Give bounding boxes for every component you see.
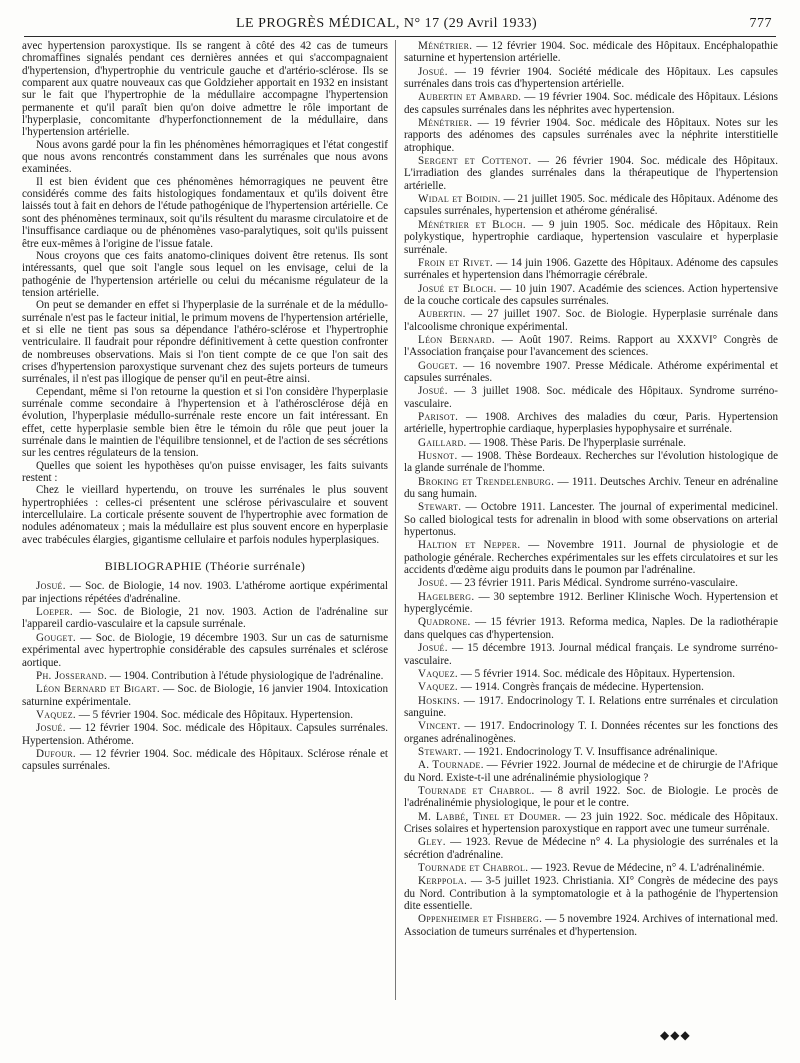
bibliography-entry — [404, 875, 778, 912]
bibliography-entry — [404, 385, 778, 410]
entry-author: Kerppola. — [418, 875, 468, 888]
bibliography-entry — [404, 117, 778, 154]
bibliography-entry — [404, 759, 778, 784]
bibliography-entry — [404, 862, 778, 874]
entry-author: Josué et Bloch. — [418, 282, 497, 295]
bibliography-entry — [404, 616, 778, 641]
entry-author: Ménétrier. — [418, 117, 473, 130]
entry-author: M. Labbé, Tinel et Doumer. — [418, 810, 561, 823]
entry-text: — Novembre 1911. Journal de physiologie et de pathologie générale. Recherches expérimentales sur les effets circulatoires et sur les accidents d'œdème aigu produits dans le poumon par l'adrénaline. — [404, 539, 779, 577]
entry-text: — 1911. Deutsches Archiv. Teneur en adrénaline du sang humain. — [404, 475, 778, 501]
entry-author: Stewart. — [418, 745, 462, 758]
entry-author: Froin et Rivet. — [418, 256, 493, 269]
entry-author: Gley. — [418, 836, 446, 849]
bibliography-entry — [404, 668, 778, 680]
entry-author: Haltion et Nepper. — [418, 539, 521, 552]
bibliography-entry — [404, 785, 778, 810]
entry-author: Hoskins. — [418, 694, 461, 707]
bibliography-entry — [404, 746, 778, 758]
entry-author: Quadrone. — [418, 616, 471, 629]
entry-author: Tournade et Chabrol. — [418, 862, 529, 874]
bibliography-entry — [404, 811, 778, 836]
bibliography-entry — [404, 219, 778, 256]
entry-text: — 23 juin 1922. Soc. médicale des Hôpitaux. Crises solaires et hypertension paroxystique en rapport avec une tumeur surrénale. — [404, 810, 778, 835]
bibliography-entry — [404, 539, 778, 576]
entry-text: — 14 juin 1906. Gazette des Hôpitaux. Adénome des capsules surrénales et hypertension dans l'hémorragie cérébrale. — [404, 256, 779, 282]
entry-text: — Octobre 1911. Lancester. The journal of experimental medicinel. So called biological tests for adrenalin in blood with some observations on arterial hypertonus. — [404, 501, 778, 539]
entry-text: — 16 novembre 1907. Presse Médicale. Athérome expérimental et capsules surrénales. — [404, 359, 778, 384]
journal-title: LE PROGRÈS MÉDICAL, N° 17 (29 Avril 1933) — [236, 16, 538, 31]
bibliography-entry — [404, 257, 778, 282]
right-bibliography-list — [404, 40, 778, 938]
entry-text: — 19 février 1904. Soc. médicale des Hôpitaux. Notes sur les rapports des adénomes des capsules surrénales avec la néphrite interstitielle atrophique. — [404, 117, 778, 154]
entry-author: Parisot. — [418, 410, 459, 423]
entry-author: Vaquez. — [36, 708, 76, 721]
entry-author: Oppenheimer et Fishberg. — [418, 913, 543, 926]
bibliography-entry — [22, 580, 388, 605]
entry-text: — 1917. Endocrinology T. I. Relations entre surrénales et circulation sanguine. — [404, 694, 778, 719]
bibliography-entry — [404, 91, 778, 116]
bibliography-entry — [404, 476, 778, 501]
entry-text: — Soc. de Biologie, 16 janvier 1904. Intoxication saturnine expérimentale. — [22, 683, 388, 708]
entry-author: Vaquez. — [418, 681, 458, 694]
entry-text: — 5 février 1904. Soc. médicale des Hôpitaux. Hypertension. — [76, 708, 353, 721]
bibliography-entry — [404, 591, 778, 616]
entry-text: — 3 juillet 1908. Soc. médicale des Hôpitaux. Syndrome surréno-vasculaire. — [404, 385, 778, 410]
entry-text: — 30 septembre 1912. Berliner Klinische Woch. Hypertension et hyperglycémie. — [404, 590, 778, 616]
entry-author: Stewart. — [418, 501, 462, 514]
entry-text: — 1917. Endocrinology T. I. Données récentes sur les fonctions des organes adrénalinogènes. — [404, 720, 778, 745]
bibliography-entry — [404, 334, 778, 359]
bibliography-entry — [404, 450, 778, 475]
end-ornament: ◆◆◆ — [660, 1028, 691, 1042]
left-bibliography-list — [22, 580, 388, 772]
entry-author: Ménétrier et Bloch. — [418, 218, 526, 231]
entry-author: A. Tournade. — [418, 759, 484, 772]
entry-text: — 19 février 1904. Soc. médicale des Hôpitaux. Lésions des capsules surrénales dans les néphrites avec hypertension. — [404, 91, 778, 116]
entry-text: — 19 février 1904. Société médicale des Hôpitaux. Les capsules surrénales dans trois cas d'hypertension artérielle. — [404, 65, 778, 91]
bibliography-entry — [404, 66, 778, 91]
entry-text: — 1923. Revue de Médecine n° 4. La physiologie des surrénales et la sécrétion d'adrénaline. — [404, 836, 778, 861]
entry-author: Josué. — [36, 722, 66, 735]
entry-text: — 5 novembre 1924. Archives of international med. Association de tumeurs surrénales et d'hypertension. — [404, 913, 778, 938]
bibliography-entry — [404, 577, 778, 589]
bibliography-entry — [404, 40, 778, 65]
entry-text: — 1908. Thèse Paris. De l'hyperplasie surrénale. — [466, 436, 686, 449]
bibliography-entry — [22, 683, 388, 708]
entry-text: — 10 juin 1907. Académie des sciences. Action hypertensive de la couche corticale des capsules surrénales. — [404, 282, 778, 307]
entry-text: — Août 1907. Reims. Rapport au XXXVI° Congrès de l'Association française pour l'avancement des sciences. — [404, 333, 778, 359]
entry-text: — 23 février 1911. Paris Médical. Syndrome surréno-vasculaire. — [447, 577, 738, 590]
page-header — [24, 14, 776, 37]
page-number: 777 — [749, 16, 772, 31]
bibliography-entry — [404, 642, 778, 667]
entry-author: Josué. — [418, 577, 448, 590]
entry-author: Dufour. — [36, 747, 77, 760]
entry-text: — 1904. Contribution à l'étude physiologique de l'adrénaline. — [107, 669, 384, 682]
entry-text: — 12 février 1904. Soc. médicale des Hôpitaux. Capsules surrénales. Hypertension. Athérome. — [22, 722, 388, 747]
entry-author: Gaillard. — [418, 436, 467, 449]
paragraph: Chez le vieillard hypertendu, on trouve les surrénales le plus souvent hypertrophiées : celles-ci présentent une sclérose périvasculaire et souvent intercellulaire. La corticale présente souvent de l'hypertrophie avec formation de nodules adénomateux ; mais la médullaire est plus souvent encore en hyperplasie avec trabécules élargies, gigantisme cellulaire et parfois nodules hyperplasiques. — [22, 484, 388, 546]
entry-text: — 9 juin 1905. Soc. médicale des Hôpitaux. Rein polykystique, hypertrophie cardiaque, hypertension vasculaire et hyperplasie surrénale. — [404, 218, 778, 256]
bibliography-entry — [404, 836, 778, 861]
bibliography-entry — [22, 722, 388, 747]
entry-author: Léon Bernard et Bigart. — [36, 683, 160, 696]
entry-author: Ph. Josserand. — [36, 669, 108, 682]
entry-author: Loeper. — [36, 606, 73, 619]
entry-author: Josué. — [418, 385, 448, 398]
bibliography-heading: BIBLIOGRAPHIE (Théorie surrénale) — [104, 559, 306, 574]
entry-author: Aubertin. — [418, 308, 466, 321]
entry-author: Vincent. — [418, 720, 461, 733]
bibliography-entry — [22, 670, 388, 682]
entry-author: Léon Bernard. — [418, 333, 495, 346]
entry-text: — 1921. Endocrinology T. V. Insuffisance adrénalinique. — [461, 745, 718, 758]
bibliography-entry — [404, 411, 778, 436]
bibliography-entry — [404, 360, 778, 385]
bibliography-entry — [404, 501, 778, 538]
entry-text: — 27 juillet 1907. Soc. de Biologie. Hyperplasie surrénale dans l'alcoolisme chronique expérimental. — [404, 308, 778, 333]
right-column — [404, 40, 778, 1003]
entry-text: — 12 février 1904. Soc. médicale des Hôpitaux. Encéphalopathie saturnine et hypertension artérielle. — [404, 40, 778, 65]
paragraph: Cependant, même si l'on retourne la question et si l'on considère l'hyperplasie surrénale comme secondaire à l'hypertension et à l'athérosclérose déjà en évolution, l'hyperplasie médullo-surrénale reste encore un fait intéressant. En effet, cette hyperplasie semble bien être le témoin du rôle que peut jouer la surrénale dans le maintien de l'équilibre tensionnel, et de l'action de ses sécrétions sur les centres régulateurs de la tension. — [22, 385, 388, 460]
paragraph: Nous avons gardé pour la fin les phénomènes hémorragiques et l'état congestif que nous avons rencontrés constamment dans les surrénales que nous avons examinées. — [22, 138, 388, 176]
entry-author: Gouget. — [418, 359, 458, 372]
entry-author: Aubertin et Ambard. — [418, 91, 522, 104]
entry-text: — 12 février 1904. Soc. médicale des Hôpitaux. Sclérose rénale et capsules surrénales. — [22, 747, 388, 773]
entry-text: — 5 février 1914. Soc. médicale des Hôpitaux. Hypertension. — [458, 667, 735, 680]
entry-text: — 26 février 1904. Soc. médicale des Hôpitaux. L'irradiation des glandes surrénales dans la thérapeutique de l'hypertension artérielle. — [404, 155, 778, 192]
entry-author: Hagelberg. — [418, 590, 475, 603]
entry-text: — Soc. de Biologie, 14 nov. 1903. L'athérome aortique expérimental par injections répétées d'adrénaline. — [22, 580, 388, 605]
bibliography-entry — [404, 913, 778, 938]
entry-text: — 15 février 1913. Reforma medica, Naples. De la radiothérapie dans quelques cas d'hypertension. — [404, 616, 778, 641]
entry-text: — 1914. Congrès français de médecine. Hypertension. — [458, 681, 704, 694]
bibliography-entry — [22, 748, 388, 773]
bibliography-entry — [22, 606, 388, 631]
entry-author: Tournade et Chabrol. — [418, 784, 535, 797]
bibliography-entry — [22, 709, 388, 721]
paragraph: Quelles que soient les hypothèses qu'on puisse envisager, les faits suivants restent : — [22, 459, 388, 485]
entry-author: Josué. — [418, 642, 448, 655]
bibliography-entry — [22, 632, 388, 669]
entry-text: — 1923. Revue de Médecine, n° 4. L'adrénalinémie. — [528, 862, 765, 874]
entry-text: — 8 avril 1922. Soc. de Biologie. Le procès de l'adrénalinémie physiologique, le pour et le contre. — [404, 784, 778, 810]
entry-author: Vaquez. — [418, 667, 458, 680]
entry-text: — 21 juillet 1905. Soc. médicale des Hôpitaux. Adénome des capsules surrénales, hypertension et athérome généralisé. — [404, 193, 778, 218]
entry-text: — Soc. de Biologie, 21 nov. 1903. Action de l'adrénaline sur l'appareil cardio-vasculaire et la capsule surrénale. — [22, 606, 388, 631]
entry-author: Josué. — [36, 580, 66, 593]
bibliography-entry — [404, 283, 778, 308]
paragraph: Il est bien évident que ces phénomènes hémorragiques ne peuvent être considérés comme des faits histologiques fondamentaux et qu'ils doivent être laissés tout à fait en dehors de l'étude pathogénique de l'hypertension artérielle. Ce sont des phénomènes terminaux, soit qu'ils résultent du marasme circulatoire et de l'insuffisance cardiaque ou de phénomènes vaso-paralytiques, soit qu'ils puissent être eux-mêmes à l'origine de l'issue fatale. — [22, 175, 388, 250]
column-divider — [395, 40, 396, 1000]
entry-author: Sergent et Cottenot. — [418, 155, 532, 168]
bibliography-entry — [404, 681, 778, 693]
paragraph: On peut se demander en effet si l'hyperplasie de la surrénale et de la médullo-surrénale n'est pas le facteur initial, le primum movens de l'hypertension artérielle, et si elle ne tient pas sous sa dépendance l'athéro-sclérose et l'hypertrophie ventriculaire. Il faudrait pour répondre définitivement à cette question confronter de nombreuses observations. Mais si l'on tient compte de ce que l'on sait des crises d'hypertension paroxystique survenant chez des sujets porteurs de tumeurs surrénales, il n'est pas illogique de penser qu'il en peut-être ainsi. — [22, 299, 388, 386]
entry-author: Ménétrier. — [418, 40, 473, 52]
bibliography-entry — [404, 695, 778, 720]
entry-text: — 15 décembre 1913. Journal médical français. Le syndrome surréno-vasculaire. — [404, 642, 778, 667]
entry-author: Husnot. — [418, 450, 458, 462]
bibliography-entry — [404, 308, 778, 333]
bibliography-entry — [404, 155, 778, 192]
bibliography-entry — [404, 437, 778, 449]
bibliography-entry — [404, 193, 778, 218]
entry-text: — 3-5 juillet 1923. Christiania. XI° Congrès de médecine des pays du Nord. Contribution à la symptomatologie et à la pathogénie de l'hypertension dite essentielle. — [404, 875, 778, 913]
entry-author: Broking et Trendelenburg. — [418, 475, 555, 488]
bibliography-entry — [404, 720, 778, 745]
entry-text: — 1908. Archives des maladies du cœur, Paris. Hypertension artérielle, hypertrophie cardiaque, hyperplasies hypophysaire et surrénale. — [404, 410, 778, 436]
entry-text: — Février 1922. Journal de médecine et de chirurgie de l'Afrique du Nord. Existe-t-il une adrénalinémie physiologique ? — [404, 759, 778, 784]
paragraph: Nous croyons que ces faits anatomo-cliniques doivent être retenus. Ils sont intéressants, quel que soit l'angle sous lequel on les envisage, celui de la pathogénie de l'hypertension artérielle ou celui du mécanisme régulateur de la tension artérielle. — [22, 249, 388, 299]
entry-text: — 1908. Thèse Bordeaux. Recherches sur l'évolution histologique de la glande surrénale de l'homme. — [404, 450, 778, 475]
entry-author: Gouget. — [36, 631, 76, 644]
entry-author: Widal et Boidin. — [418, 193, 501, 206]
paragraph: avec hypertension paroxystique. Ils se rangent à côté des 42 cas de tumeurs chromaffines signalés pendant ces dernières années et qui s'accompagnaient d'hypertension, d'hypertrophie du ventricule gauche et d'artério-sclérose. Ils se comparent aux quatre nouveaux cas que Goldzieher apportait en 1932 en insistant sur le fait que l'hypertrophie de la médullaire accompagne l'hypertension permanente et qu'il paraît bien qu'on doive admettre le rôle important de l'hyperplasie, concomitante d'hyperfonctionnement de la médullaire, dans l'hypertension artérielle. — [22, 40, 388, 139]
entry-author: Josué. — [418, 65, 448, 78]
left-column — [22, 40, 388, 1003]
entry-text: — Soc. de Biologie, 19 décembre 1903. Sur un cas de saturnisme expérimental avec hypertrophie considérable des capsules surrénales et sclérose aortique. — [22, 631, 388, 669]
